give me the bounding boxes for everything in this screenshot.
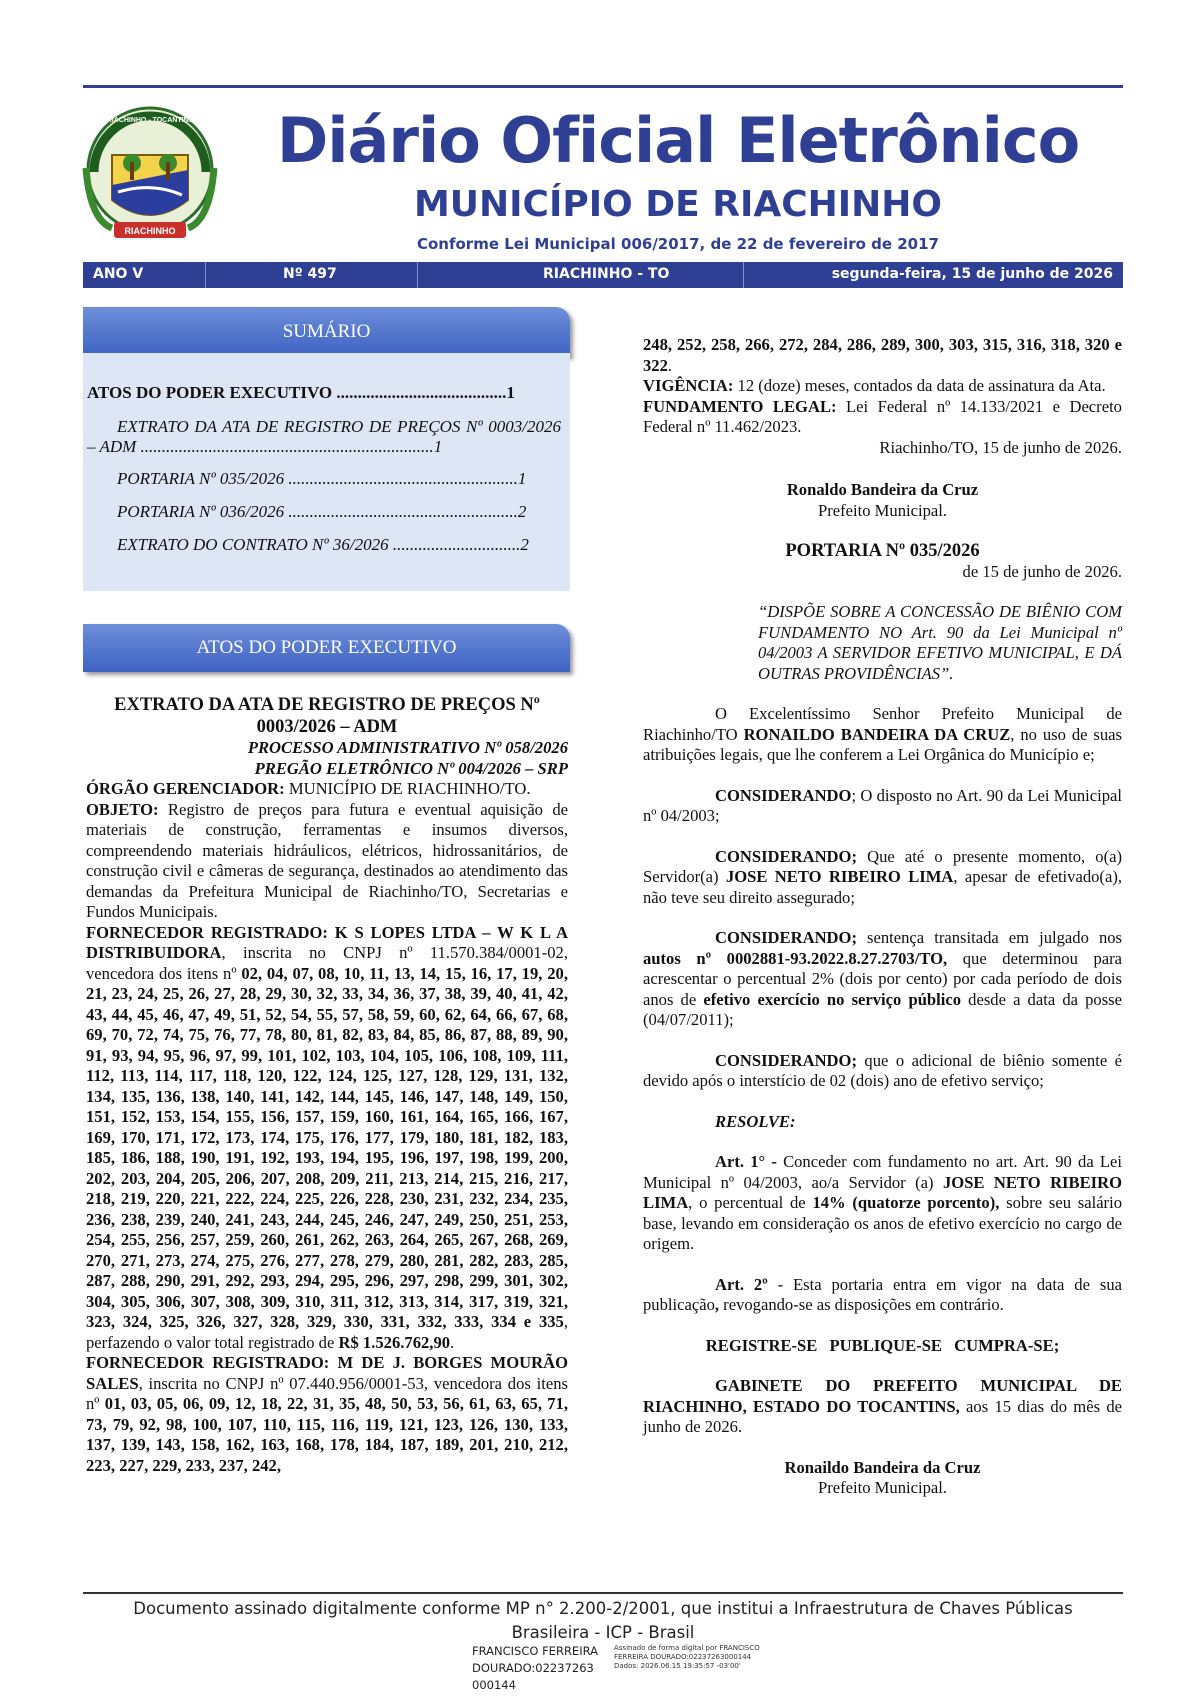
portaria-date: de 15 de junho de 2026. — [962, 561, 1122, 581]
extrato-pregao: PREGÃO ELETRÔNICO Nº 004/2026 – SRP — [254, 758, 568, 778]
section-tab — [83, 624, 570, 672]
crest-top-text: RIACHINHO - TOCANTINS — [106, 117, 194, 124]
footer-line-2: Brasileira - ICP - Brasil — [511, 1623, 695, 1642]
considerando-4: CONSIDERANDO; que o adicional de biênio somente é devido após o interstício de 02 (dois) ano de efetivo serviço; — [643, 1050, 1122, 1090]
edition-place: RIACHINHO - TO — [543, 266, 670, 282]
artigo-1: Art. 1° - Conceder com fundamento no art. Art. 90 da Lei Municipal nº 04/2003, ao/a Servidor (a) JOSE NETO RIBEIRO LIMA, o percentual de 14% (quatorze porcento), sobre seu salário base, levando em consideração os anos de efetivo exercício no cargo de origem. — [643, 1152, 1122, 1253]
edition-bar — [83, 262, 1123, 288]
municipal-crest-logo — [82, 100, 218, 250]
right-column — [643, 335, 1122, 1499]
extrato-place-date: Riachinho/TO, 15 de junho de 2026. — [879, 437, 1122, 457]
edition-year: ANO V — [93, 266, 144, 282]
considerando-2: CONSIDERANDO; Que até o presente momento, o(a) Servidor(a) JOSE NETO RIBEIRO LIMA, apesar de efetivado(a), não teve seu direito assegurado; — [643, 846, 1122, 907]
summary-item[interactable]: PORTARIA Nº 035/2026 ......................................................1 — [117, 469, 527, 488]
extrato-fornecedor-2-continued: 248, 252, 258, 266, 272, 284, 286, 289, 300, 303, 315, 316, 318, 320 e 322. — [643, 335, 1122, 375]
gabinete-line: GABINETE DO PREFEITO MUNICIPAL DE RIACHINHO, ESTADO DO TOCANTINS, aos 15 dias do mês de junho de 2026. — [643, 1376, 1122, 1436]
section-title: ATOS DO PODER EXECUTIVO — [196, 637, 457, 658]
summary-item[interactable]: PORTARIA Nº 036/2026 ......................................................2 — [117, 502, 527, 521]
extrato-article — [86, 694, 568, 1476]
extrato-processo: PROCESSO ADMINISTRATIVO Nº 058/2026 — [247, 738, 568, 757]
portaria-intro: O Excelentíssimo Senhor Prefeito Municipal de Riachinho/TO RONAILDO BANDEIRA DA CRUZ, no uso de suas atribuições legais, que lhe conferem a Lei Orgânica do Município e; — [643, 704, 1122, 764]
portaria-ementa: “DISPÕE SOBRE A CONCESSÃO DE BIÊNIO COM FUNDAMENTO NO Art. 90 da Lei Municipal nº 04/2003 A SERVIDOR EFETIVO MUNICIPAL, E DÁ OUTRAS PROVIDÊNCIAS”. — [758, 602, 1122, 683]
extrato-signer-role: Prefeito Municipal. — [817, 500, 948, 520]
header-top-rule — [83, 85, 1123, 88]
summary-item[interactable]: EXTRATO DA ATA DE REGISTRO DE PREÇOS Nº 0003/2026 – ADM .....................................................................1 — [87, 417, 561, 456]
summary-box — [83, 353, 570, 591]
edition-date: segunda-feira, 15 de junho de 2026 — [831, 266, 1113, 282]
footer-line-1: Documento assinado digitalmente conforme MP n° 2.200-2/2001, que institui a Infraestrutura de Chaves Públicas — [133, 1599, 1073, 1618]
page-subtitle: MUNICÍPIO DE RIACHINHO — [413, 184, 943, 225]
portaria-signer-role: Prefeito Municipal. — [817, 1478, 948, 1497]
considerando-3: CONSIDERANDO; sentença transitada em julgado nos autos nº 0002881-93.2022.8.27.2703/TO, que determinou para acrescentar o percentual 2% (dois por cento) por cada período de dois anos de efetivo exercício no serviço público desde a data da posse (04/07/2011); — [643, 928, 1122, 1029]
law-reference: Conforme Lei Municipal 006/2017, de 22 de fevereiro de 2017 — [416, 235, 939, 253]
resolve-heading: RESOLVE: — [715, 1111, 796, 1131]
artigo-2: Art. 2º - Esta portaria entra em vigor na data de sua publicação, revogando-se as disposições em contrário. — [643, 1274, 1122, 1314]
extrato-fundamento: FUNDAMENTO LEGAL: Lei Federal nº 14.133/2021 e Decreto Federal nº 11.462/2023. — [643, 396, 1122, 436]
summary-item[interactable]: EXTRATO DO CONTRATO Nº 36/2026 ..............................2 — [117, 535, 529, 554]
crest-ribbon-text: RIACHINHO — [124, 226, 176, 236]
extrato-signer: Ronaldo Bandeira da Cruz — [786, 480, 979, 499]
footer-notice — [83, 1597, 1123, 1645]
edition-number: Nº 497 — [283, 266, 337, 282]
considerando-1: CONSIDERANDO; O disposto no Art. 90 da Lei Municipal nº 04/2003; — [643, 785, 1122, 825]
digital-signature-details: Assinado de forma digital por FRANCISCO FERREIRA DOURADO:02237263000144 Dados: 2026.06.15 19:35:57 -03'00' — [614, 1644, 760, 1670]
portaria-title: PORTARIA Nº 035/2026 — [785, 541, 980, 561]
extrato-orgao: ÓRGÃO GERENCIADOR: MUNICÍPIO DE RIACHINHO/TO. — [86, 779, 531, 798]
footer-rule — [83, 1592, 1123, 1594]
summary-title: SUMÁRIO — [282, 321, 371, 342]
extrato-title: EXTRATO DA ATA DE REGISTRO DE PREÇOS Nº 0003/2026 – ADM — [114, 695, 540, 737]
portaria-signer: Ronaildo Bandeira da Cruz — [784, 1457, 981, 1477]
extrato-fornecedor-2: FORNECEDOR REGISTRADO: M DE J. BORGES MOURÃO SALES, inscrita no CNPJ nº 07.440.956/0001-53, vencedora dos itens nº 01, 03, 05, 06, 09, 12, 18, 22, 31, 35, 48, 50, 53, 56, 61, 63, 65, 71, 73, 79, 92, 98, 100, 107, 110, 115, 116, 119, 121, 123, 126, 130, 133, 137, 139, 143, 158, 162, 163, 168, 178, 184, 187, 189, 201, 210, 212, 223, 227, 229, 233, 237, 242, — [86, 1353, 568, 1475]
extrato-fornecedor-1: FORNECEDOR REGISTRADO: K S LOPES LTDA – W K L A DISTRIBUIDORA, inscrita no CNPJ nº 11.570.384/0001-02, vencedora dos itens nº 02, 04, 07, 08, 10, 11, 13, 14, 15, 16, 17, 19, 20, 21, 23, 24, 25, 26, 27, 28, 29, 30, 32, 33, 34, 36, 37, 38, 39, 40, 41, 42, 43, 44, 45, 46, 47, 49, 51, 52, 54, 55, 57, 58, 59, 60, 62, 64, 66, 67, 68, 69, 70, 72, 74, 75, 76, 77, 78, 80, 81, 82, 83, 84, 85, 86, 87, 88, 89, 90, 91, 93, 94, 95, 96, 97, 99, 101, 102, 103, 104, 105, 106, 108, 109, 111, 112, 113, 114, 117, 118, 120, 122, 124, 125, 127, 128, 129, 131, 132, 134, 135, 136, 138, 140, 141, 142, 144, 145, 146, 147, 148, 149, 150, 151, 152, 153, 154, 155, 156, 157, 159, 160, 161, 164, 165, 166, 167, 169, 170, 171, 172, 173, 174, 175, 176, 177, 179, 180, 181, 182, 183, 185, 186, 188, 190, 191, 192, 193, 194, 195, 196, 197, 198, 199, 200, 202, 203, 204, 205, 206, 207, 208, 209, 211, 213, 214, 215, 216, 217, 218, 219, 220, 221, 222, 224, 225, 226, 228, 230, 231, 232, 234, 235, 236, 238, 239, 240, 241, 243, 244, 245, 246, 247, 249, 250, 251, 253, 254, 255, 256, 257, 259, 260, 261, 262, 263, 264, 265, 267, 268, 269, 270, 271, 273, 274, 275, 276, 277, 278, 279, 280, 281, 282, 283, 285, 287, 288, 290, 291, 292, 293, 294, 295, 296, 297, 298, 299, 301, 302, 304, 305, 306, 307, 308, 309, 310, 311, 312, 313, 314, 317, 319, 321, 323, 324, 325, 326, 327, 328, 329, 330, 331, 332, 333, 334 e 335, perfazendo o valor total registrado de R$ 1.526.762,90. — [86, 922, 568, 1352]
summary-tab — [83, 307, 570, 357]
summary-item[interactable]: ATOS DO PODER EXECUTIVO ........................................1 — [87, 383, 515, 402]
digital-signature-name: FRANCISCO FERREIRA DOURADO:02237263 000144 — [472, 1644, 598, 1692]
extrato-vigencia: VIGÊNCIA: 12 (doze) meses, contados da data de assinatura da Ata. — [643, 376, 1106, 395]
registre-line: REGISTRE-SE PUBLIQUE-SE CUMPRA-SE; — [705, 1335, 1060, 1355]
extrato-objeto: OBJETO: Registro de preços para futura e eventual aquisição de materiais de construção, ferramentas e insumos diversos, compreendendo materiais hidráulicos, elétricos, hidrossanitários, de construção civil e câmeras de segurança, destinados ao atendimento das demandas da Prefeitura Municipal de Riachinho/TO, Secretarias e Fundos Municipais. — [86, 799, 568, 921]
page-title: Diário Oficial Eletrônico — [276, 104, 1080, 177]
